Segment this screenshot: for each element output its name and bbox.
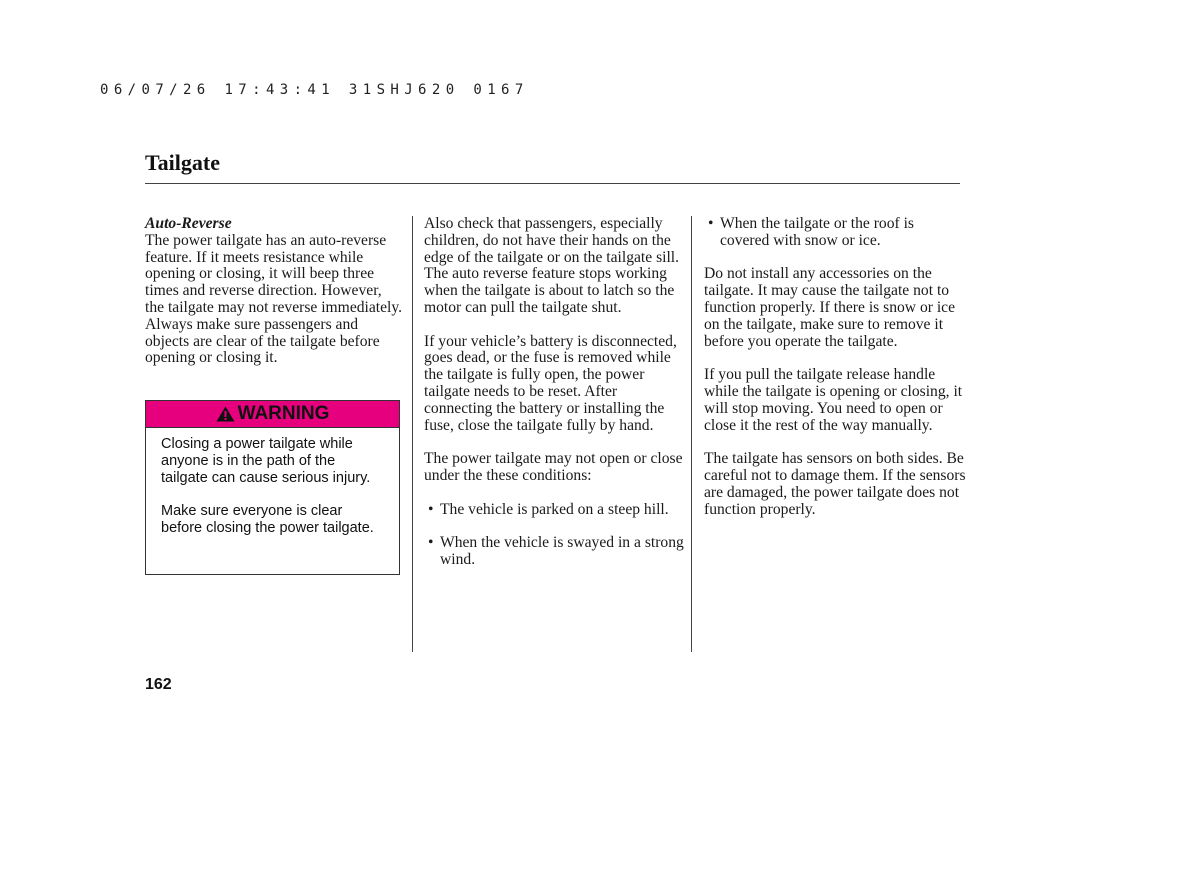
warning-triangle-icon: [216, 406, 235, 422]
sensors-paragraph: The tailgate has sensors on both sides. Be careful not to damage them. If the sensors are damaged, the power tailgate does not function properly.: [704, 450, 966, 518]
warning-body: [146, 428, 399, 537]
passenger-check-paragraph: Also check that passengers, especially children, do not have their hands on the edge of the tailgate or on the tailgate sill. The auto reverse feature stops working when the tailgate is about to latch so the motor can pull the tailgate shut.: [424, 215, 680, 316]
bullet-icon: •: [428, 500, 434, 518]
section-subheading: Auto-Reverse: [145, 215, 232, 232]
column-divider: [412, 216, 413, 652]
column-divider: [691, 216, 692, 652]
auto-reverse-paragraph: The power tailgate has an auto-reverse feature. If it meets resistance while opening or closing, it will beep three times and reverse direction. However, the tailgate may not reverse immediately. Always make sure passengers and objects are clear of the tailgate before opening or closing it.: [145, 231, 403, 367]
warning-paragraph: Make sure everyone is clear before closing the power tailgate.: [161, 503, 374, 536]
list-item: [428, 502, 686, 519]
bullet-icon: •: [428, 534, 434, 552]
battery-reset-paragraph: If your vehicle’s battery is disconnected, goes dead, or the fuse is removed while the tailgate is fully open, the power tailgate needs to be reset. After connecting the battery or installing the fuse, close the tailgate fully by hand.: [424, 332, 677, 434]
list-item-text: When the vehicle is swayed in a strong wind.: [440, 534, 684, 568]
list-item: [708, 216, 966, 250]
column-2: [424, 216, 686, 586]
conditions-intro-paragraph: The power tailgate may not open or close under the these conditions:: [424, 450, 683, 484]
column-3: [704, 216, 966, 535]
warning-header: [146, 401, 399, 428]
page-title: Tailgate: [145, 150, 220, 175]
bullet-icon: •: [708, 215, 714, 232]
page-number: 162: [145, 676, 172, 693]
list-item-text: When the tailgate or the roof is covered with snow or ice.: [720, 215, 914, 249]
warning-label: WARNING: [237, 403, 330, 424]
list-item-text: The vehicle is parked on a steep hill.: [440, 500, 669, 518]
warning-box: [145, 400, 400, 575]
warning-paragraph: Closing a power tailgate while anyone is in the path of the tailgate can cause serious injury.: [161, 436, 371, 486]
print-stamp: 06/07/26 17:43:41 31SHJ620 0167: [100, 82, 529, 98]
title-divider: [145, 183, 960, 184]
release-handle-paragraph: If you pull the tailgate release handle while the tailgate is opening or closing, it will stop moving. You need to open or close it the rest of the way manually.: [704, 366, 963, 434]
list-item: [428, 535, 686, 569]
column-1: [145, 216, 403, 384]
accessories-paragraph: Do not install any accessories on the tailgate. It may cause the tailgate not to function properly. If there is snow or ice on the tailgate, make sure to remove it before you operate the tailgate.: [704, 265, 956, 350]
